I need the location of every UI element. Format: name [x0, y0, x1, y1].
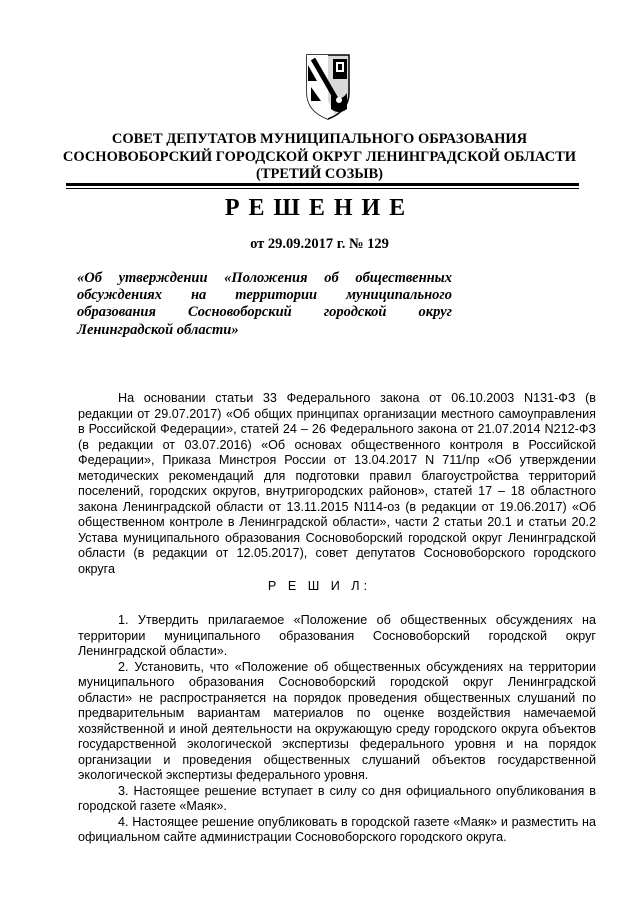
decision-subject: «Об утверждении «Положения об общественных обсуждениях на территории муниципального образования Сосновоборский городской округ Ленинградской области» [77, 270, 452, 338]
header-line-1: СОВЕТ ДЕПУТАТОВ МУНИЦИПАЛЬНОГО ОБРАЗОВАНИЯ [111, 131, 528, 147]
decision-date-number: от 29.09.2017 г. № 129 [250, 236, 389, 252]
header-divider-thin [66, 188, 579, 189]
resolution-item-2: 2. Установить, что «Положение об общественных обсуждениях на территории муниципального образования Сосновоборский городской округ Ленинградской области» не распространяется на порядок проведения общественных слушаний по предварительным вариантам материалов по оценке воздействия намечаемой хозяйственной и иной деятельности на окружающую среду городского округа объектов государственной экологической экспертизы федерального уровня и на порядок организации и проведения общественных слушаний объектов государственной экологической экспертизы федерального уровня. [78, 659, 596, 782]
document-title: РЕШЕНИЕ [224, 195, 415, 221]
preamble-paragraph: На основании статьи 33 Федерального закона от 06.10.2003 N131-ФЗ (в редакции от 29.07.2017) «Об общих принципах организации местного самоуправления в Российской Федерации», статей 24 – 26 Федерального закона от 21.07.2014 N212-ФЗ (в редакции от 03.07.2016) «Об основах общественного контроля в Российской Федерации», Приказа Минстроя России от 13.04.2017 N 711/пр «Об утверждении методических рекомендаций для подготовки правил благоустройства территорий поселений, городских округов, внутригородских районов», статей 17 – 18 областного закона Ленинградской области от 13.11.2015 N114-оз (в редакции от 19.06.2017) «Об общественном контроле в Ленинградской области», части 2 статьи 20.1 и статьи 20.2 Устава муниципального образования Сосновоборский городской округ Ленинградской области (в редакции от 12.05.2017), совет депутатов Сосновоборского городского округа [78, 391, 596, 576]
header-divider-thick [66, 183, 579, 186]
coat-of-arms-emblem [303, 51, 353, 121]
header-line-2: СОСНОВОБОРСКИЙ ГОРОДСКОЙ ОКРУГ ЛЕНИНГРАДСКОЙ ОБЛАСТИ [62, 148, 577, 165]
resolution-item-4: 4. Настоящее решение опубликовать в городской газете «Маяк» и разместить на официальном сайте администрации Сосновоборского городского округа. [78, 814, 596, 844]
resolution-items [78, 613, 596, 846]
resolution-item-3: 3. Настоящее решение вступает в силу со дня официального опубликования в городской газете «Маяк». [78, 783, 596, 813]
resolution-item-1: 1. Утвердить прилагаемое «Положение об общественных обсуждениях на территории муниципального образования Сосновоборский городской округ Ленинградской области». [78, 613, 596, 658]
preamble [78, 391, 596, 577]
resolved-heading: Р Е Ш И Л: [267, 579, 372, 593]
issuing-body-header [0, 131, 639, 184]
header-line-3: (ТРЕТИЙ СОЗЫВ) [255, 166, 384, 182]
